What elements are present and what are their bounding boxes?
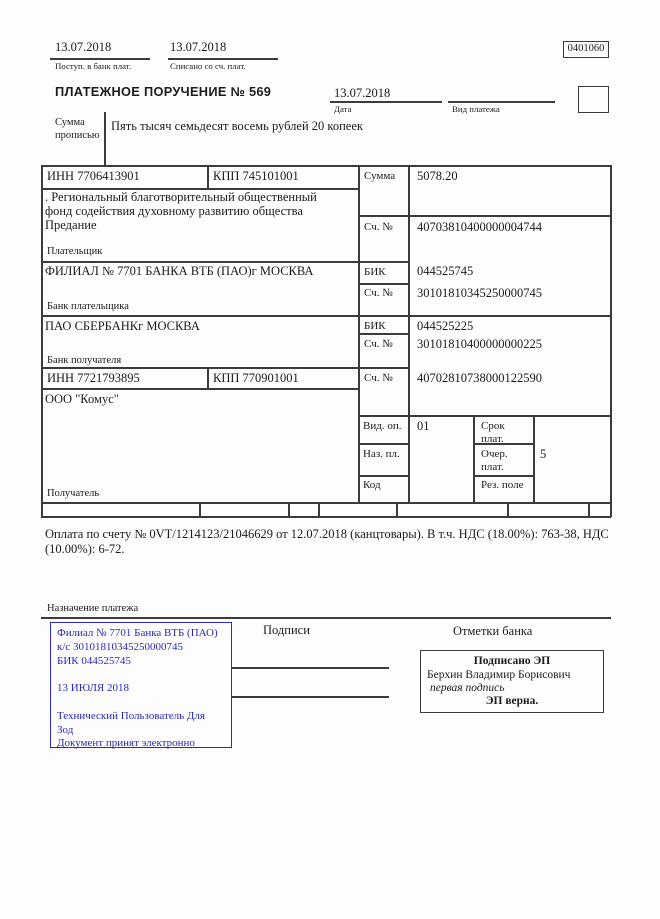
bank-stamp-line [57,668,218,682]
esignature-signer-name: Берхин Владимир Борисович [427,669,571,681]
payer-inn: ИНН 7706413901 [47,169,140,183]
border-line [207,165,209,189]
signature-line [232,696,389,698]
bank-stamp-line: к/с 30101810345250000745 [57,640,184,653]
payer-bank-bik-label: БИК [364,266,386,278]
payment-kind-underline [448,101,555,103]
border-line [288,502,290,517]
border-line [41,388,358,390]
border-line [507,502,509,517]
doc-date-label: Дата [334,104,352,114]
payer-bank-account-label: Сч. № [364,287,393,299]
purpose-section-label: Назначение платежа [47,603,139,614]
doc-date: 13.07.2018 [334,86,391,100]
debited-date-label: Списано со сч. плат. [170,61,246,71]
border-line [104,112,106,165]
payer-bank-name: ФИЛИАЛ № 7701 БАНКА ВТБ (ПАО)г МОСКВА [45,264,314,278]
payee-bank-bik-label: БИК [364,320,386,332]
sum-value: 5078.20 [417,169,458,183]
received-date: 13.07.2018 [55,40,112,54]
vid-op-label: Вид. оп. [363,420,402,432]
vid-op-value: 01 [417,419,430,433]
border-line [318,502,320,517]
form-code-box [563,41,609,58]
bank-marks-title: Отметки банка [453,624,533,638]
payee-kpp: КПП 770901001 [213,371,299,385]
esignature-signed-label: Подписано ЭП [473,655,551,667]
border-line [41,165,43,517]
esignature-valid-label: ЭП верна. [485,695,539,707]
payer-section-label: Плательщик [47,246,103,257]
bank-stamp-line [57,696,218,710]
doc-date-underline [330,101,442,103]
border-line [358,475,409,477]
rez-pole-label: Рез. поле [481,479,524,491]
bank-stamp-line: БИК 044525745 [57,654,131,667]
border-line [41,617,611,619]
payer-kpp: КПП 745101001 [213,169,299,183]
border-line [473,415,475,503]
bank-stamp-line: Филиал № 7701 Банка ВТБ (ПАО) [57,627,218,639]
payer-name-line: . Региональный благотворительный общественный [45,190,317,204]
signature-line [232,667,389,669]
payee-bank-section-label: Банк получателя [47,355,122,366]
border-line [199,502,201,517]
form-code: 0401060 [567,43,605,54]
debited-date-underline [168,58,278,60]
payee-name: ООО "Комус" [45,392,119,406]
amount-words-label-1: Сумма [55,117,85,128]
kod-label: Код [363,479,381,491]
sum-label: Сумма [364,170,396,182]
border-line [41,315,611,317]
border-line [473,475,534,477]
payee-section-label: Получатель [47,488,100,499]
payment-kind-box [578,86,609,113]
border-line [41,516,611,518]
border-line [358,165,360,503]
payer-bank-account: 30101810345250000745 [417,286,542,300]
border-line [41,502,611,504]
border-line [588,502,590,517]
ocher-plat-label: Очер. плат. [481,448,508,473]
payer-account-label: Сч. № [364,221,393,233]
bank-stamp-box [50,622,232,748]
border-line [533,415,535,503]
payment-purpose-text: Оплата по счету № 0VT/1214123/21046629 от 12.07.2018 (канцтовары). В т.ч. НДС (18.00%): 763-38, НДС (10.00%): 6-72. [45,527,609,556]
payee-bank-account-label: Сч. № [364,338,393,350]
payee-account-label: Сч. № [364,372,393,384]
bank-stamp-line: Документ принят электронно [57,737,195,750]
esignature-box [420,650,604,713]
amount-in-words: Пять тысяч семьдесят восемь рублей 20 копеек [111,119,363,133]
debited-date: 13.07.2018 [170,40,227,54]
payee-bank-bik: 044525225 [417,319,474,333]
received-date-label: Поступ. в банк плат. [55,61,132,71]
border-line [396,502,398,517]
payee-bank-account: 30101810400000000225 [417,337,542,351]
border-line [358,215,611,217]
bank-stamp-text [57,627,218,751]
esignature-first-signature-label: первая подпись [430,682,505,694]
border-line [358,283,409,285]
amount-words-label-2: прописью [55,130,100,141]
border-line [41,367,409,369]
bank-stamp-line: Технический Пользователь Для [57,709,205,722]
received-date-underline [50,58,150,60]
border-line [358,415,611,417]
payer-name-line: фонд содействия духовному развитию общества [45,204,303,218]
border-line [610,165,612,517]
signatures-title: Подписи [263,623,310,637]
srok-plat-label: Срок плат. [481,420,505,445]
border-line [41,261,409,263]
border-line [41,165,611,167]
border-line [358,333,409,335]
border-line [358,443,409,445]
payment-kind-label: Вид платежа [452,104,500,114]
document-title: ПЛАТЕЖНОЕ ПОРУЧЕНИЕ № 569 [55,84,272,99]
ocher-plat-value: 5 [540,447,547,461]
payee-bank-name: ПАО СБЕРБАНКг МОСКВА [45,319,200,333]
payee-inn: ИНН 7721793895 [47,371,140,385]
payer-bank-section-label: Банк плательщика [47,301,129,312]
payer-bank-bik: 044525745 [417,264,474,278]
naz-pl-label: Наз. пл. [363,448,400,460]
border-line [207,367,209,389]
border-line [408,165,410,503]
payer-name-line: Предание [45,218,97,232]
bank-stamp-line: 13 ИЮЛЯ 2018 [57,682,129,695]
payee-account: 40702810738000122590 [417,371,542,385]
bank-stamp-line: Зод [57,723,74,736]
payer-account: 40703810400000004744 [417,220,542,234]
